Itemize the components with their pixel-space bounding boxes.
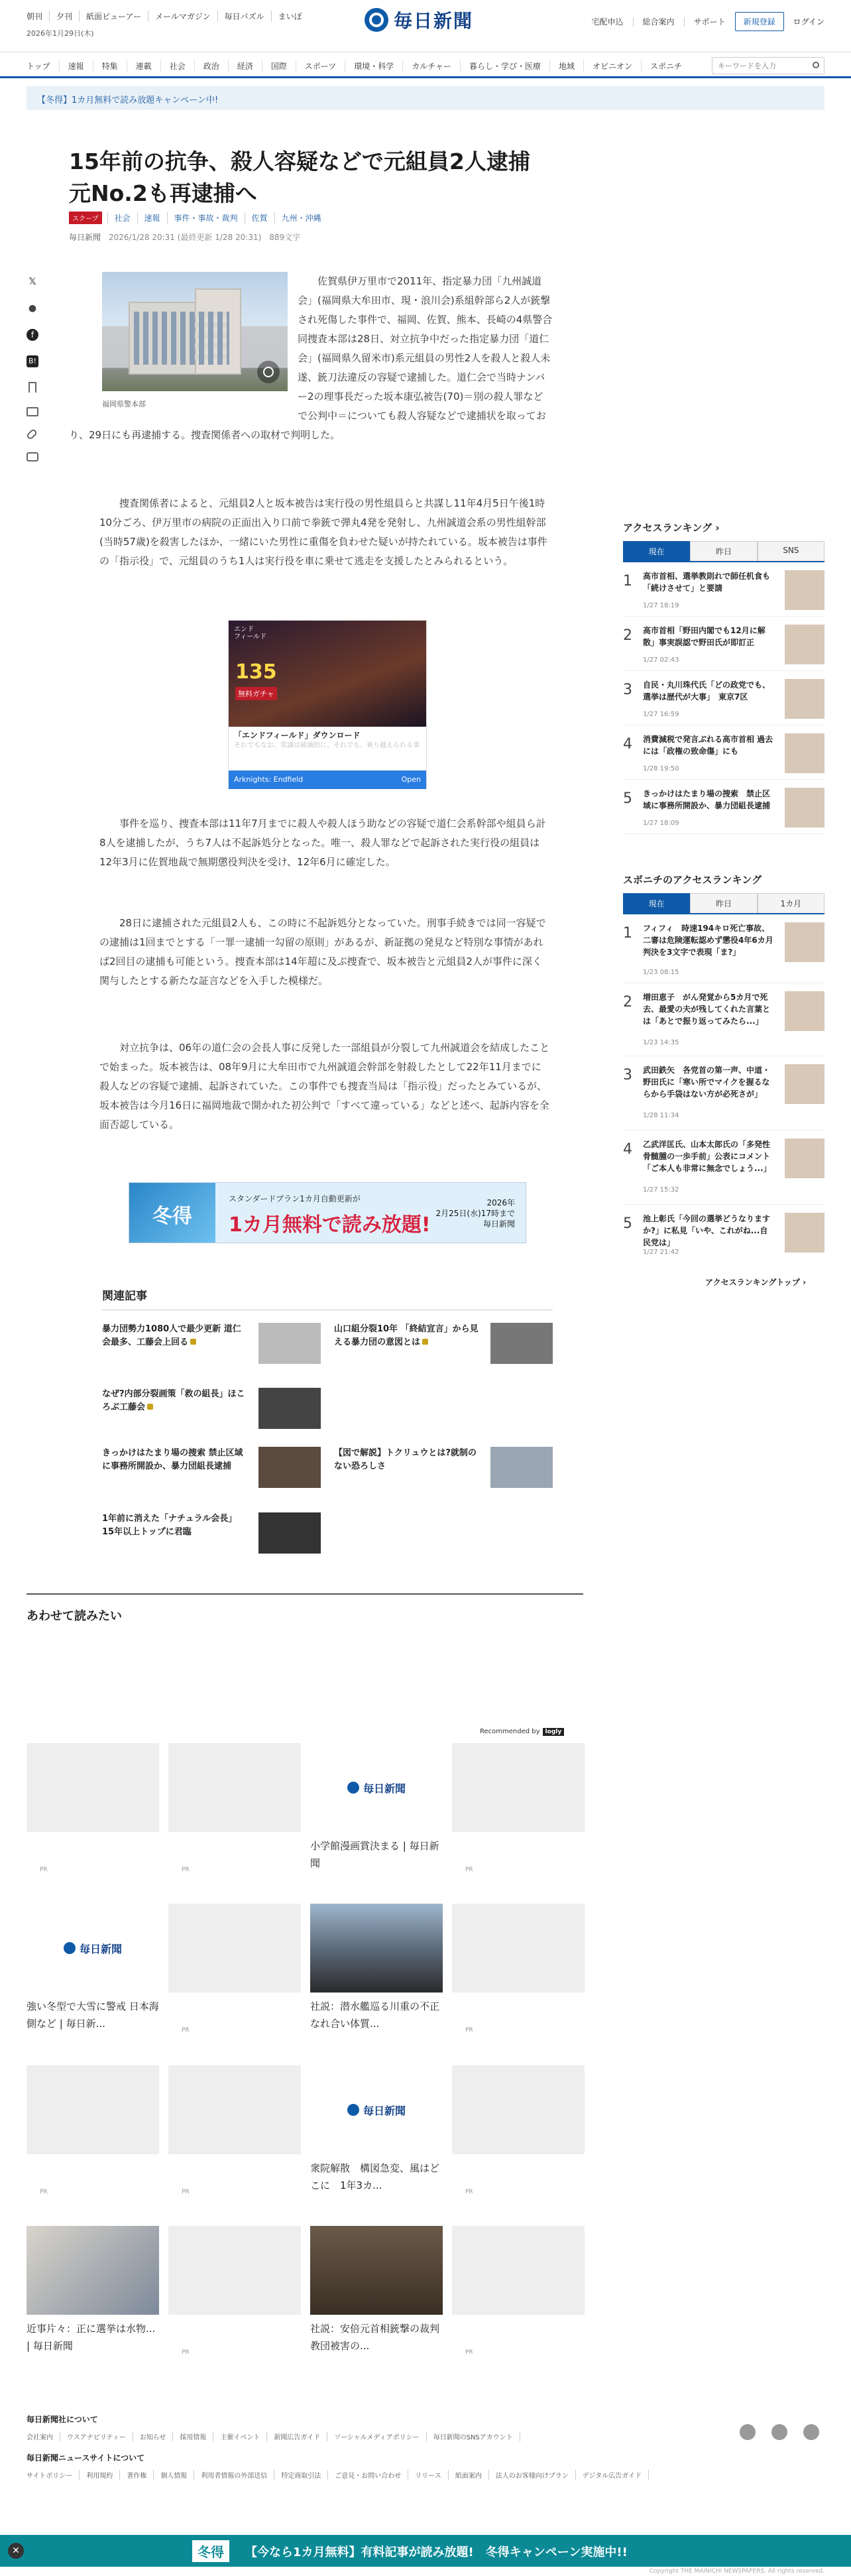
source: 毎日新聞 [69, 233, 101, 242]
banner-headline: 1カ月無料で読み放題! [229, 1213, 431, 1237]
card-image [310, 2226, 443, 2315]
float-spacer [69, 272, 298, 411]
rec-card[interactable] [452, 1743, 585, 1873]
paragraph-text: 佐賀県伊万里市で2011年、指定暴力団「九州誠道会」(福岡県大牟田市、現・浪川会)系組幹部ら2人が銃撃され死傷した事件で、福岡、佐賀、熊本、長崎の4県警合同捜査本部は28日、対立抗争中だった指定暴力団「道仁会」(福岡県久留米市)系元組員の男性2人を殺人と殺人未遂、銃刀法違反の容疑で逮捕した。道仁会で当時ナンバー2の理事長だった坂本康弘被告(70)＝別の殺人罪などで公判中＝についても殺人容疑などで逮捕状を取っており、29日にも再逮捕する。捜査関係者への取材で判明した。 [69, 275, 553, 441]
card-caption: 社説：安倍元首相銃撃の裁判 教団被害の... [310, 2323, 450, 2352]
delivery-link[interactable]: 宅配申込 [591, 17, 624, 27]
support-link[interactable]: サポート [693, 17, 726, 27]
rank-number: 4 [623, 736, 632, 753]
access-ranking [623, 521, 824, 834]
timestamp: 2026/1/28 20:31 (最終更新 1/28 20:31) [109, 233, 262, 242]
card-image [452, 2226, 585, 2315]
banner-brand: 毎日新聞 [482, 1219, 515, 1229]
banner-year: 2026年 [486, 1198, 515, 1207]
card-image [168, 2226, 301, 2315]
mail-icon[interactable] [27, 407, 38, 416]
article-tags [69, 212, 328, 224]
footer-link[interactable]: 利用規約 [80, 2470, 120, 2480]
footer-link[interactable]: 特定商取引法 [274, 2470, 328, 2480]
card-image [27, 1743, 159, 1832]
paragraph-2: 捜査関係者によると、元組員2人と坂本被告は実行役の男性組員らと共謀し11年4月5日午後1時10分ごろ、伊万里市の病院の正面出入り口前で拳銃で弾丸4発を発射し、九州誠道会系の男性組幹部(当時57歳)を殺害したほか、一緒にいた男性に重傷を負わせた疑いが持たれている。坂本被告は事件の「指示役」で、元組員のうち1人は実行役を車に乗せて逃走を支援したとみられるという。 [99, 497, 547, 567]
lock-icon [190, 1339, 196, 1345]
login-button[interactable]: ログイン [793, 17, 824, 27]
rank-thumb [785, 1064, 824, 1104]
instagram-social-icon[interactable] [803, 2424, 819, 2440]
tag-link[interactable]: 速報 [137, 212, 167, 223]
facebook-icon[interactable]: f [27, 329, 38, 341]
nav-item[interactable]: 地域 [550, 60, 584, 72]
footer-link[interactable]: ウスアナビリティー [60, 2431, 133, 2441]
rank-title: 乙武洋匡氏、山本太郎氏の「多発性骨髄腫の一歩手前」公表にコメント「ご本人も非常に無念でしょう...」 [643, 1140, 771, 1173]
mainichi-logo: 毎日新聞 [310, 2065, 443, 2154]
rank-title: フィフィ 時速194キロ死亡事故、二審は危険運転認めず懲役4年6カ月判決を3文字で表現「ま?」 [643, 924, 773, 957]
related-title: なぜ?内部分裂画策「救の組長」ほころぶ工藤会 [102, 1389, 245, 1412]
banner-deadline [435, 1197, 515, 1229]
search-icon[interactable] [813, 62, 819, 68]
rank-date: 1/27 02:43 [643, 656, 679, 664]
sticky-campaign-bar[interactable] [0, 2535, 851, 2567]
nav-item[interactable]: 国際 [262, 60, 296, 72]
rec-card[interactable] [27, 2226, 159, 2352]
nav-item[interactable]: 速報 [60, 60, 93, 72]
pr-label: PR [182, 2349, 190, 2356]
related-item[interactable] [102, 1447, 321, 1488]
rank-thumb [785, 679, 824, 719]
related-item[interactable] [102, 1512, 321, 1554]
ad-small-label: 無料ガチャ [235, 687, 277, 700]
card-caption: 小学館漫画賞決まる | 毎日新聞 [310, 1840, 439, 1869]
nav-item[interactable]: カルチャー [403, 60, 461, 72]
pr-label: PR [465, 2189, 473, 2195]
card-image [452, 2065, 585, 2154]
nav-item[interactable]: 政治 [195, 60, 229, 72]
rank-thumb [785, 570, 824, 610]
footer-link[interactable]: 法人のお客様向けプラン [489, 2470, 576, 2480]
footer-link[interactable]: 会社案内 [27, 2431, 60, 2441]
logo-mark-icon [347, 2104, 359, 2116]
article-title: 15年前の抗争、殺人容疑などで元組員2人逮捕 元No.2も再逮捕へ [69, 149, 552, 206]
mainichi-logo: 毎日新聞 [310, 1743, 443, 1832]
logo-mark-icon [64, 1942, 76, 1954]
rec-card[interactable] [168, 2065, 301, 2195]
related-thumb [258, 1323, 321, 1364]
rec-provider: logly [543, 1728, 565, 1736]
rank-number: 2 [623, 627, 632, 644]
tab-month[interactable]: 1カ月 [758, 893, 824, 913]
util-link[interactable]: 毎日パズル [218, 11, 272, 22]
sticky-fuyu: 冬得 [192, 2540, 229, 2562]
mainichi-logo: 毎日新聞 [27, 1904, 159, 1993]
rank-date: 1/27 18:09 [643, 820, 679, 827]
related-thumb [490, 1323, 553, 1364]
ranking-more-link[interactable]: アクセスランキングトップ › [705, 1278, 807, 1287]
nav-item[interactable]: 特集 [93, 60, 127, 72]
campaign-bar[interactable]: 【冬得】1カ月無料で読み放題キャンペーン中! [27, 86, 824, 110]
rank-number: 3 [623, 682, 632, 698]
rank-date: 1/28 19:50 [643, 765, 679, 772]
tag-link[interactable]: 九州・沖縄 [274, 212, 328, 223]
nav-item[interactable]: 経済 [229, 60, 262, 72]
rank-date: 1/27 15:32 [643, 1186, 679, 1194]
rank-title: 消費減税で発言ぶれる高市首相 過去には「政権の致命傷」にも [643, 735, 773, 756]
rank-title: 自民・丸川珠代氏「どの政党でも、選挙は歴代が大事」 東京7区 [643, 680, 771, 702]
util-link[interactable]: 紙面ビューアー [80, 11, 148, 22]
card-caption: 社説：潜水艦巡る川重の不正 なれ合い体質... [310, 2000, 450, 2030]
ranking-item[interactable] [623, 983, 824, 1056]
footer-links-site [27, 2470, 824, 2480]
ad-logo: エンド フィールド [234, 626, 266, 641]
rec-card[interactable] [310, 1904, 450, 2030]
pr-label: PR [182, 2027, 190, 2034]
card-image [452, 1743, 585, 1832]
pr-label: PR [40, 2189, 48, 2195]
logo-mark-icon [347, 1782, 359, 1794]
footer-heading-company: 毎日新聞社について [27, 2415, 98, 2424]
scoop-badge: スクープ [69, 212, 102, 224]
logo-text: 毎日新聞 [394, 10, 474, 32]
rec-card[interactable] [27, 1904, 159, 2030]
ranking-item[interactable] [623, 780, 824, 834]
rec-card[interactable] [168, 1743, 301, 1873]
related-heading: 関連記事 [102, 1286, 553, 1310]
ranking-tabs [623, 541, 824, 562]
rec-card[interactable] [27, 2065, 159, 2195]
related-item[interactable] [102, 1323, 321, 1364]
divider [684, 17, 685, 27]
footer-heading-site: 毎日新聞ニュースサイトについて [27, 2453, 145, 2463]
rec-card[interactable] [310, 2226, 450, 2352]
related-thumb [490, 1447, 553, 1488]
rank-number: 5 [623, 1215, 632, 1232]
main-nav [0, 52, 851, 78]
footer-link[interactable]: 採用情報 [173, 2431, 213, 2441]
nav-item[interactable]: 環境・科学 [345, 60, 403, 72]
footer-link[interactable]: デジタル広告ガイド [576, 2470, 649, 2480]
footer-links-company [27, 2431, 824, 2441]
recommended-by [480, 1728, 564, 1735]
rank-title: 高市首相、選挙教則れで師任机食も「続けさせて」と要請 [643, 572, 771, 593]
photo-caption: 福岡県警本部 [102, 400, 146, 408]
ranking-item[interactable] [623, 562, 824, 617]
current-date: 2026年1月29日(木) [27, 29, 94, 38]
banner-date: 2月25日(水)17時まで [435, 1209, 515, 1218]
ranking-item[interactable] [623, 617, 824, 671]
nav-item[interactable]: スポニチ [650, 62, 682, 71]
rank-thumb [785, 733, 824, 773]
rank-number: 5 [623, 790, 632, 807]
card-caption: 近事片々：正に選挙は水物... | 毎日新聞 [27, 2323, 156, 2352]
rec-card[interactable] [452, 1904, 585, 2034]
banner-fuyu: 冬得 [129, 1183, 215, 1243]
rec-card[interactable] [310, 1743, 443, 1869]
tag-link[interactable]: 事件・事故・裁判 [167, 212, 245, 223]
tab-current[interactable]: 現在 [623, 893, 690, 913]
util-link[interactable]: メールマガジン [148, 11, 217, 22]
util-link[interactable]: 夕刊 [50, 11, 80, 22]
ad-advertiser: Arknights: Endfield [234, 775, 304, 784]
speech-bubble-icon[interactable]: ● [28, 303, 37, 314]
related-title: 【図で解説】トクリュウとは?就制のない恐ろしさ [334, 1448, 477, 1471]
card-image [310, 1904, 443, 1993]
rank-title: 池上彰氏「今回の選挙どうなりますか?」に私見「いや、これがね...自民党は」 [643, 1214, 771, 1247]
lock-icon [422, 1339, 428, 1345]
char-count: 889文字 [269, 233, 301, 242]
related-title: 暴力団勢力1080人で最少更新 道仁会最多、工藤会上回る [102, 1324, 241, 1347]
footer-link[interactable]: 利用者情報の外部送信 [194, 2470, 274, 2480]
tab-sns[interactable]: SNS [758, 541, 824, 561]
footer-link[interactable]: 著作権 [120, 2470, 154, 2480]
util-links [27, 11, 309, 22]
campaign-banner[interactable] [129, 1182, 526, 1243]
card-image [27, 2226, 159, 2315]
pr-label: PR [465, 1867, 473, 1873]
logo-mark-icon [365, 8, 388, 32]
byline [69, 231, 300, 243]
tab-current[interactable]: 現在 [623, 541, 690, 561]
ranking-item[interactable] [623, 1056, 824, 1131]
related-item[interactable] [102, 1388, 321, 1429]
card-image [168, 1743, 301, 1832]
rank-thumb [785, 922, 824, 962]
rank-number: 1 [623, 925, 632, 942]
rank-number: 2 [623, 994, 632, 1011]
rec-card[interactable] [168, 1904, 301, 2034]
x-share-icon[interactable]: 𝕏 [28, 276, 36, 287]
rank-thumb [785, 625, 824, 664]
related-title: 1年前に消えた「ナチュラル会長」 15年以上トップに君臨 [102, 1514, 237, 1537]
ranking-item[interactable] [623, 671, 824, 725]
sponichi-ranking [623, 873, 824, 1266]
card-image [452, 1904, 585, 1993]
related-title: 山口組分裂10年 「終結宣言」から見える暴力団の意図とは [334, 1324, 479, 1347]
nav-item[interactable]: 連載 [127, 60, 161, 72]
rank-title: 武田鉄矢 各党首の第一声、中道・野田氏に「寒い所でマイクを握るならから手袋はない方が必死さが」 [643, 1066, 771, 1099]
footer-link[interactable]: サイトポリシー [27, 2470, 80, 2480]
sponichi-heading: スポニチのアクセスランキング [623, 874, 762, 886]
related-thumb [258, 1512, 321, 1554]
nav-item[interactable]: スポーツ [296, 60, 346, 72]
rank-title: 高市首相「野田内閣でも12月に解散」事実誤認で野田氏が即訂正 [643, 626, 766, 647]
rank-title: きっかけはたまり場の捜索 禁止区域に事務所開設か、暴力団組長逮捕 [643, 789, 771, 810]
rank-number: 4 [623, 1141, 632, 1158]
rank-date: 1/27 18:19 [643, 602, 679, 609]
ranking-item[interactable] [623, 1205, 824, 1266]
footer-link[interactable]: 新聞広告ガイド [267, 2431, 327, 2441]
nav-item[interactable]: 社会 [161, 60, 195, 72]
paragraph-4: 28日に逮捕された元組員2人も、この時に不起訴処分となっていた。刑事手続きでは同一容疑での逮捕は1回までとする「一罪一逮捕一勾留の原則」があるが、新証拠の発見など特別な事情があれば2回目の逮捕も可能という。捜査本部は14年超に及ぶ捜査で、坂本被告と元組員2人が事件に深く関与したとする新たな証言などを入手した模様だ。 [99, 917, 546, 987]
card-image [168, 2065, 301, 2154]
sponichi-tabs [623, 893, 824, 914]
read-more-heading: あわせて読みたい [27, 1593, 583, 1624]
footer-link[interactable]: リリース [408, 2470, 449, 2480]
related-item[interactable] [334, 1323, 553, 1364]
ad-title: 「エンドフィールド」ダウンロード [234, 731, 361, 740]
util-link[interactable]: 朝刊 [27, 11, 50, 22]
related-item[interactable] [334, 1447, 553, 1488]
card-image [27, 2065, 159, 2154]
pr-label: PR [182, 2189, 190, 2195]
card-image [168, 1904, 301, 1993]
ranking-item[interactable] [623, 725, 824, 780]
nav-items [27, 60, 691, 72]
nav-item[interactable]: 暮らし・学び・医療 [461, 60, 550, 72]
utility-bar [0, 0, 851, 40]
link-icon[interactable] [26, 428, 38, 440]
divider [633, 17, 634, 27]
paragraph-1 [69, 272, 553, 445]
paragraph-5: 対立抗争は、06年の道仁会の会長人事に反発した一部組員が分裂して九州誠道会を結成したことで始まった。坂本被告は、08年9月に大牟田市で九州誠道会幹部を射殺したとして22年11月までに殺人などの容疑で逮捕、起訴されていた。この事件でも捜査当局は「指示役」だったとみているが、坂本被告は今月16日に福岡地裁で開かれた初公判で「すべて違っている」などと述べ、起訴内容を全面否認している。 [99, 1042, 550, 1131]
footer-link[interactable]: 主催イベント [213, 2431, 267, 2441]
card-caption: 強い冬型で大雪に警戒 日本海側など | 毎日新... [27, 2000, 159, 2030]
related-thumb [258, 1447, 321, 1488]
rank-date: 1/28 11:34 [643, 1112, 679, 1119]
related-thumb [258, 1388, 321, 1429]
ad-desc: それでもなお、常識は破滅的に。それでも、乗り越えられる事 [234, 742, 420, 749]
ad-big-number: 135 [235, 660, 277, 684]
rec-card[interactable] [168, 2226, 301, 2356]
footer-link[interactable]: ご意見・お問い合わせ [328, 2470, 408, 2480]
close-icon[interactable]: ✕ [8, 2543, 24, 2559]
ranking-item[interactable] [623, 914, 824, 983]
related-title: きっかけはたまり場の捜索 禁止区域に事務所開設か、暴力団組長逮捕 [102, 1448, 243, 1471]
sticky-message: 【今なら1カ月無料】有料記事が読み放題! 冬得キャンペーン実施中!! [245, 2545, 628, 2559]
rec-card[interactable] [310, 2065, 443, 2191]
tab-yesterday[interactable]: 昨日 [690, 893, 757, 913]
copyright: Copyright THE MAINICHI NEWSPAPERS. All rights reserved. [649, 2568, 824, 2575]
register-button[interactable]: 新規登録 [735, 12, 784, 31]
rank-date: 1/27 21:42 [643, 1249, 679, 1256]
ad-cta[interactable] [229, 770, 426, 789]
facebook-social-icon[interactable] [771, 2424, 787, 2440]
footer-link[interactable]: お知らせ [133, 2431, 174, 2441]
share-bar [27, 276, 42, 476]
nav-item[interactable]: トップ [27, 60, 60, 72]
tag-link[interactable]: 佐賀 [245, 212, 274, 223]
lock-icon [147, 1404, 153, 1410]
nav-item[interactable]: オピニオン [584, 60, 642, 72]
footer-link[interactable]: ソーシャルメディアポリシー [327, 2431, 427, 2441]
paragraph-3: 事件を巡り、捜査本部は11年7月までに殺人や殺人ほう助などの容疑で道仁会系幹部や組員ら計8人を逮捕したが、うち7人は不起訴処分となった。唯一、殺人罪などで起訴された実行役の組員は12年3月に佐賀地裁で無期懲役判決を受け、12年6月に確定した。 [99, 818, 546, 868]
footer-link[interactable]: 毎日新聞のSNSアカウント [427, 2431, 520, 2441]
banner-top-text: スタンダードプラン1カ月自動更新が [229, 1194, 361, 1203]
guide-link[interactable]: 総合案内 [642, 17, 675, 27]
rank-thumb [785, 788, 824, 828]
ad-open-button[interactable]: Open [401, 775, 421, 784]
rec-card[interactable] [452, 2226, 585, 2356]
util-link[interactable]: まいぽ [278, 12, 302, 21]
search-input[interactable] [712, 57, 824, 74]
rank-thumb [785, 1138, 824, 1178]
rec-label: Recommended by [480, 1728, 540, 1735]
right-util [592, 12, 824, 31]
rank-thumb [785, 991, 824, 1031]
site-logo[interactable] [365, 8, 473, 32]
rank-date: 1/27 16:59 [643, 711, 679, 718]
hatena-icon[interactable]: B! [27, 355, 38, 367]
in-article-ad[interactable] [228, 620, 427, 789]
rank-date: 1/23 14:35 [643, 1039, 679, 1046]
rank-number: 1 [623, 573, 632, 589]
ranking-item[interactable] [623, 1131, 824, 1205]
rank-date: 1/23 08:15 [643, 969, 679, 976]
pr-label: PR [40, 1867, 48, 1873]
bookmark-icon[interactable] [28, 382, 36, 393]
rec-card[interactable] [27, 1743, 159, 1873]
rank-title: 増田恵子 がん発覚から5カ月で死去、最愛の夫が残してくれた言葉とは「あとで振り返ってみたら...」 [643, 993, 771, 1026]
ad-info [234, 729, 420, 751]
rank-number: 3 [623, 1067, 632, 1083]
pr-label: PR [465, 2027, 473, 2034]
rec-card[interactable] [452, 2065, 585, 2195]
x-social-icon[interactable] [740, 2424, 756, 2440]
pr-label: PR [465, 2349, 473, 2356]
footer-link[interactable]: 個人情報 [154, 2470, 194, 2480]
footer-link[interactable]: 紙面案内 [449, 2470, 489, 2480]
print-icon[interactable] [27, 452, 38, 461]
footer [27, 2414, 824, 2480]
tab-yesterday[interactable]: 昨日 [690, 541, 757, 561]
pr-label: PR [182, 1867, 190, 1873]
rank-thumb [785, 1213, 824, 1253]
ranking-heading: アクセスランキング › [623, 522, 720, 534]
tag-link[interactable]: 社会 [107, 212, 137, 223]
card-caption: 衆院解散 構図急変、風はどこに 1年3カ... [310, 2162, 440, 2191]
